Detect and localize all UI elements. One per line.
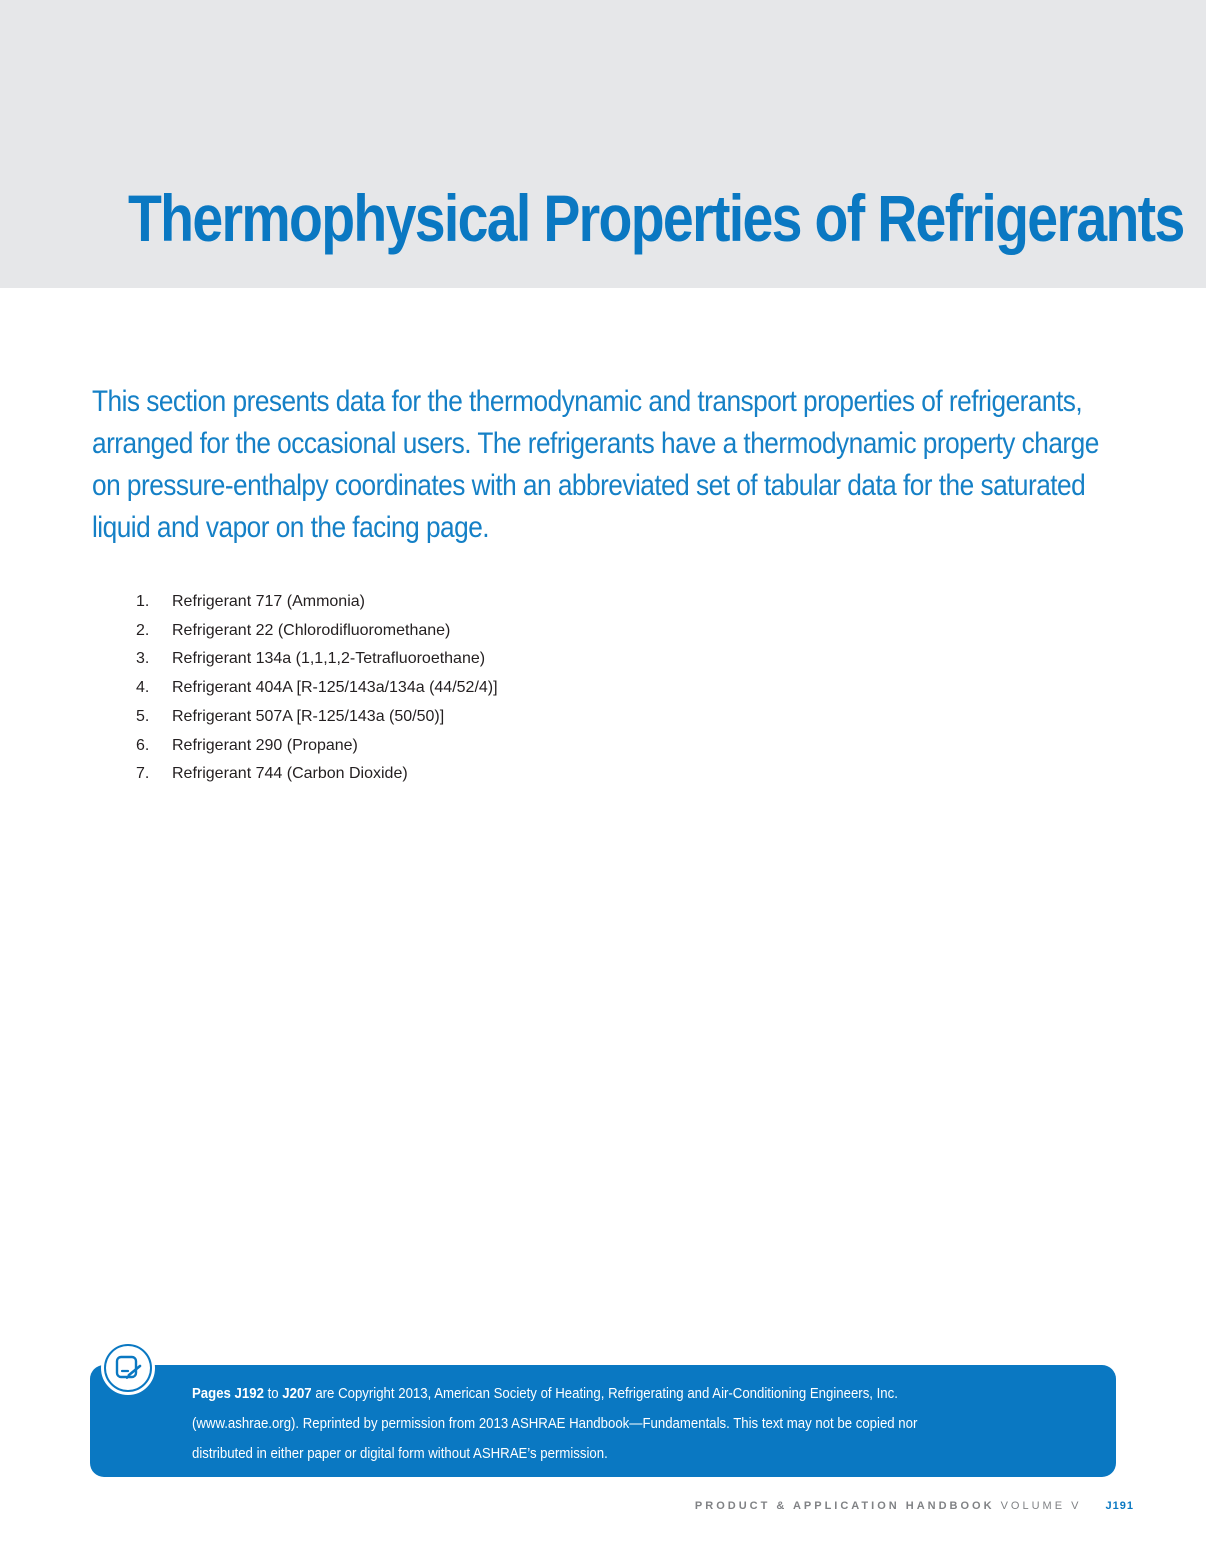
list-item-label: Refrigerant 717 (Ammonia): [172, 593, 365, 610]
notice-to-word: to: [263, 1385, 283, 1402]
list-item-number: 7.: [136, 765, 150, 783]
header-band: [0, 0, 1206, 288]
list-item-label: Refrigerant 744 (Carbon Dioxide): [172, 765, 408, 783]
refrigerant-list: [136, 588, 498, 789]
list-item: [136, 703, 498, 732]
list-item-label: Refrigerant 134a (1,1,1,2-Tetrafluoroethane): [172, 650, 486, 668]
notice-line1-rest: are Copyright 2013, American Society of Heating, Refrigerating and Air-Conditioning Engineers, Inc.: [311, 1385, 898, 1402]
notice-start-page: Pages J192: [192, 1385, 264, 1402]
page-title: Thermophysical Properties of Refrigerants: [128, 181, 1184, 255]
note-pencil-icon-glyph: [113, 1353, 143, 1383]
list-item: [136, 645, 498, 674]
list-item: [136, 674, 498, 703]
list-item-number: 4.: [136, 679, 150, 697]
list-item-number: 1.: [136, 593, 150, 610]
copyright-notice-text: [192, 1379, 1092, 1469]
footer-volume: VOLUME V: [1000, 1500, 1082, 1512]
note-pencil-icon: [101, 1341, 155, 1395]
list-item-label: Refrigerant 22 (Chlorodifluoromethane): [172, 621, 451, 639]
footer-handbook-title: PRODUCT & APPLICATION HANDBOOK: [694, 1500, 995, 1512]
intro-line: on pressure-enthalpy coordinates with an abbreviated set of tabular data for the saturated: [92, 469, 1086, 502]
intro-line: arranged for the occasional users. The refrigerants have a thermodynamic property charge: [92, 427, 1099, 460]
list-item-label: Refrigerant 404A [R-125/143a/134a (44/52/4)]: [172, 679, 498, 697]
note-pencil-icon-badge: [106, 1346, 150, 1390]
list-item: [136, 760, 498, 789]
list-item-label: Refrigerant 507A [R-125/143a (50/50)]: [172, 707, 445, 725]
list-item-number: 3.: [136, 650, 150, 668]
intro-line: liquid and vapor on the facing page.: [92, 511, 490, 544]
notice-end-page: J207: [282, 1385, 312, 1402]
intro-line: This section presents data for the thermodynamic and transport properties of refrigerants,: [92, 385, 1083, 418]
list-item: [136, 588, 498, 617]
list-item-number: 5.: [136, 707, 150, 725]
intro-paragraph: [92, 381, 1172, 549]
list-item-number: 2.: [136, 621, 150, 639]
notice-line: (www.ashrae.org). Reprinted by permission from 2013 ASHRAE Handbook—Fundamentals. This text may not be copied nor: [192, 1415, 918, 1432]
list-item-number: 6.: [136, 736, 150, 754]
list-item: [136, 732, 498, 761]
page-footer: [695, 1500, 1134, 1512]
notice-line: distributed in either paper or digital form without ASHRAE’s permission.: [192, 1445, 608, 1462]
list-item: [136, 617, 498, 646]
notice-line: [192, 1379, 984, 1409]
list-item-label: Refrigerant 290 (Propane): [172, 736, 358, 754]
page-number: J191: [1105, 1500, 1134, 1512]
copyright-notice-box: [90, 1365, 1116, 1477]
